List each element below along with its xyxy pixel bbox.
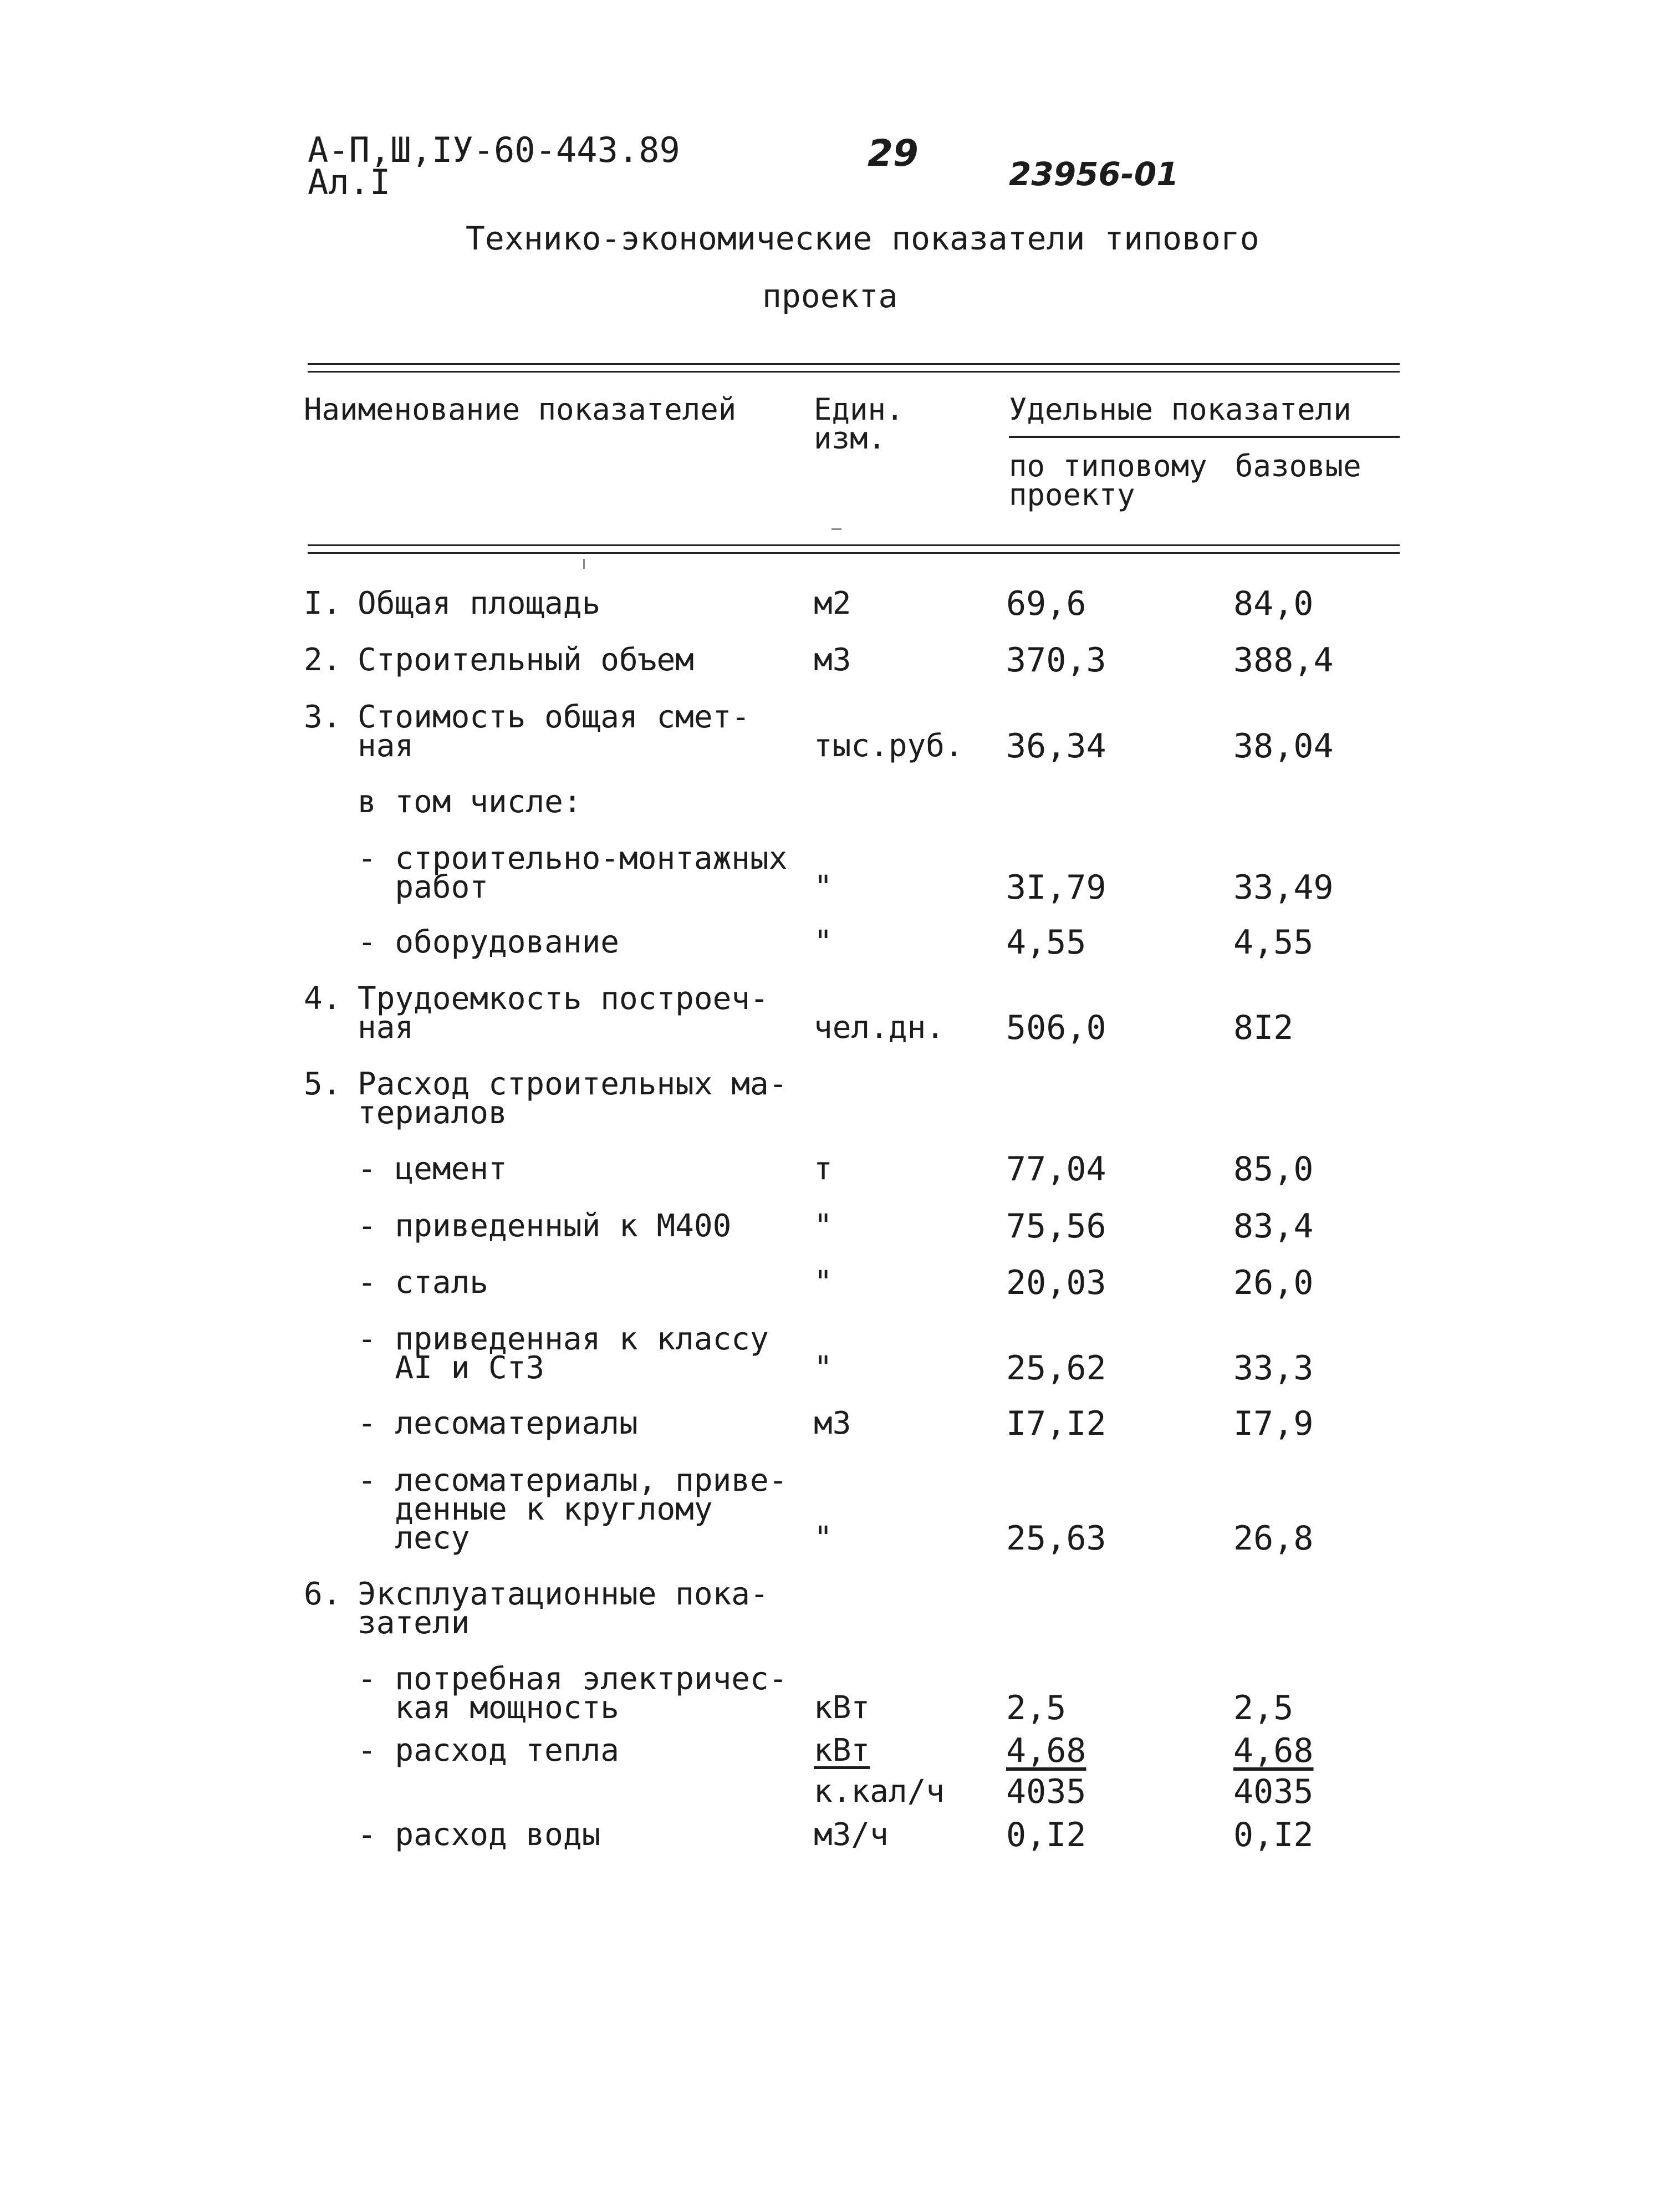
base-value: I7,9 — [1233, 1404, 1314, 1443]
indicator-name: в том числе: — [358, 784, 582, 820]
column-header-typical-cont: проекту — [1009, 477, 1135, 512]
base-value: 2,5 — [1233, 1689, 1294, 1727]
indicator-name: Эксплуатационные пока- — [358, 1576, 769, 1612]
typical-value: 75,56 — [1006, 1207, 1106, 1246]
unit-cell: м3/ч — [814, 1817, 889, 1853]
row-number: 3. — [304, 699, 341, 735]
base-value: 83,4 — [1233, 1207, 1314, 1246]
indicator-name: Строительный объем — [358, 642, 694, 678]
base-value: 4,68 — [1233, 1731, 1314, 1770]
table-header-rule — [308, 544, 1400, 554]
document-code: А-П,Ш,IУ-60-443.89 — [308, 130, 680, 170]
indicator-name: териалов — [358, 1095, 507, 1131]
column-header-typical: по типовому — [1009, 448, 1207, 483]
column-header-name: Наименование показателей — [304, 392, 737, 427]
indicator-name: затели — [358, 1605, 470, 1641]
row-number: I. — [304, 585, 341, 621]
unit-cell: " — [814, 869, 833, 905]
inventory-number: 23956-01 — [1009, 155, 1179, 193]
typical-value: 25,62 — [1006, 1349, 1106, 1388]
page-title-cont: проекта — [762, 277, 898, 315]
typical-value: 506,0 — [1006, 1008, 1106, 1047]
indicator-name: - строительно-монтажных — [358, 840, 788, 876]
page-title: Технико-экономические показатели типового — [466, 220, 1259, 257]
base-value: 26,8 — [1233, 1519, 1314, 1558]
sheet-label: Ал.I — [308, 162, 391, 202]
row-number: 6. — [304, 1576, 341, 1612]
column-header-base: базовые — [1235, 448, 1361, 483]
base-value: 38,04 — [1233, 727, 1334, 766]
column-header-unit: Един. — [814, 392, 904, 427]
indicator-name: лесу — [358, 1520, 470, 1556]
indicator-name: кая мощность — [358, 1690, 620, 1726]
indicator-name: ная — [358, 1010, 414, 1046]
unit-cell: к.кал/ч — [814, 1773, 945, 1810]
typical-value: 0,I2 — [1006, 1816, 1086, 1854]
group-header-rule — [1009, 436, 1400, 438]
row-number: 5. — [304, 1066, 341, 1102]
unit-cell: чел.дн. — [814, 1010, 945, 1046]
indicator-name: АI и Ст3 — [358, 1350, 545, 1386]
unit-cell: тыс.руб. — [814, 728, 963, 764]
typical-value: 4,68 — [1006, 1731, 1086, 1770]
base-value: 26,0 — [1233, 1263, 1314, 1302]
indicator-name: - приведенная к классу — [358, 1321, 769, 1357]
base-value: 84,0 — [1233, 584, 1314, 623]
page-number: 29 — [868, 132, 919, 175]
unit-cell: кВт — [814, 1732, 870, 1768]
typical-value: 69,6 — [1006, 584, 1086, 623]
scan-speck — [583, 559, 585, 569]
row-number: 2. — [304, 642, 341, 678]
typical-value: 3I,79 — [1006, 868, 1106, 907]
typical-value: 25,63 — [1006, 1519, 1106, 1558]
unit-cell: " — [814, 1520, 833, 1556]
table-top-rule — [308, 363, 1400, 373]
typical-value: 77,04 — [1006, 1150, 1106, 1189]
indicator-name: - цемент — [358, 1151, 507, 1187]
base-value: 4035 — [1233, 1772, 1314, 1811]
typical-value: 2,5 — [1006, 1689, 1067, 1727]
unit-cell: м3 — [814, 642, 851, 678]
indicator-name: ная — [358, 728, 414, 764]
indicator-name: Расход строительных ма- — [358, 1066, 788, 1102]
base-value: 33,3 — [1233, 1349, 1314, 1388]
scan-speck — [831, 528, 841, 530]
base-value: 85,0 — [1233, 1150, 1314, 1189]
typical-value: 4035 — [1006, 1772, 1086, 1811]
base-value: 388,4 — [1233, 641, 1334, 680]
base-value: 4,55 — [1233, 923, 1314, 962]
indicator-name: денные к круглому — [358, 1491, 713, 1527]
typical-value: 370,3 — [1006, 641, 1106, 680]
indicator-name: - лесоматериалы — [358, 1405, 638, 1441]
indicator-name: работ — [358, 869, 489, 905]
base-value: 8I2 — [1233, 1008, 1294, 1047]
column-header-group: Удельные показатели — [1009, 392, 1351, 427]
indicator-name: - потребная электричес- — [358, 1661, 788, 1697]
column-header-unit-cont: изм. — [814, 421, 886, 456]
typical-value: 36,34 — [1006, 727, 1106, 766]
indicator-name: - сталь — [358, 1265, 489, 1301]
indicator-name: - расход тепла — [358, 1732, 620, 1768]
unit-cell: м3 — [814, 1405, 851, 1441]
unit-cell: " — [814, 1208, 833, 1244]
typical-value: I7,I2 — [1006, 1404, 1106, 1443]
indicator-name: Стоимость общая смет- — [358, 699, 751, 735]
indicator-name: - приведенный к М400 — [358, 1208, 732, 1244]
unit-cell: кВт — [814, 1690, 870, 1726]
base-value: 33,49 — [1233, 868, 1334, 907]
unit-cell: " — [814, 924, 833, 960]
indicator-name: Трудоемкость построеч- — [358, 981, 769, 1017]
indicator-name: - расход воды — [358, 1817, 601, 1853]
typical-value: 4,55 — [1006, 923, 1086, 962]
unit-cell: " — [814, 1350, 833, 1386]
unit-cell: т — [814, 1151, 833, 1187]
unit-cell: м2 — [814, 585, 851, 621]
unit-cell: " — [814, 1265, 833, 1301]
row-number: 4. — [304, 981, 341, 1017]
indicator-name: Общая площадь — [358, 585, 601, 621]
indicator-name: - оборудование — [358, 924, 620, 960]
indicator-name: - лесоматериалы, приве- — [358, 1462, 788, 1499]
base-value: 0,I2 — [1233, 1816, 1314, 1854]
typical-value: 20,03 — [1006, 1263, 1106, 1302]
